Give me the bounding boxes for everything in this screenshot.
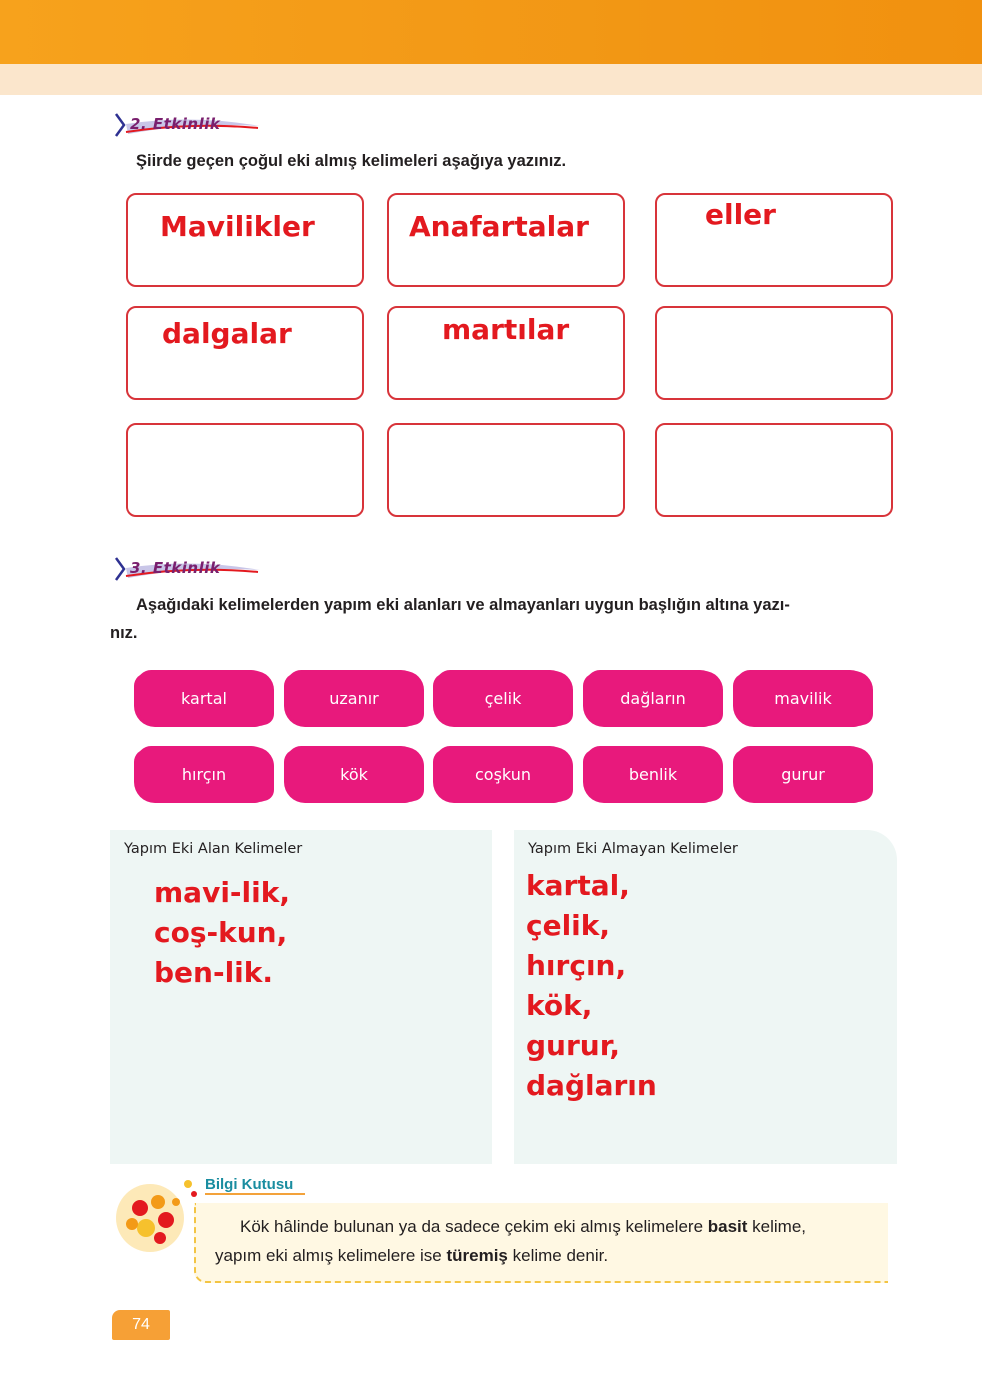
info-bulb-icon [112, 1172, 202, 1262]
derived-panel-title: Yapım Eki Alan Kelimeler [124, 841, 303, 857]
word-chip: kök [287, 746, 421, 802]
word-chip: benlik [586, 746, 720, 802]
handwritten-answer: Anafartalar [409, 210, 589, 243]
activity-3-label: 3. Etkinlik [130, 559, 221, 577]
handwritten-answer: martılar [442, 313, 570, 346]
word-chip: mavilik [736, 670, 870, 726]
info-line-1: Kök hâlinde bulunan ya da sadece çekim eki almış kelimelere basit kelime, [240, 1217, 807, 1236]
word-chip: gurur [736, 746, 870, 802]
word-chip: çelik [436, 670, 570, 726]
handwritten-answer: Mavilikler [160, 210, 315, 243]
simple-answers [526, 866, 657, 1106]
answer-box[interactable] [126, 423, 364, 517]
info-box-text [215, 1212, 885, 1270]
word-chip: uzanır [287, 670, 421, 726]
word-chip: coşkun [436, 746, 570, 802]
simple-panel-title: Yapım Eki Almayan Kelimeler [528, 841, 738, 857]
activity-2-tag [112, 112, 262, 138]
activity-3-instruction: Aşağıdaki kelimelerden yapım eki alanları ve almayanları uygun başlığın altına yazı- [136, 596, 790, 614]
info-line-2: yapım eki almış kelimelere ise türemiş kelime denir. [215, 1246, 609, 1265]
activity-3-instruction-cont: nız. [110, 624, 138, 642]
header-strip [0, 64, 982, 95]
handwritten-answer: dalgalar [162, 317, 292, 350]
header-band [0, 0, 982, 64]
handwritten-answer: coş-kun, [154, 916, 288, 949]
handwritten-answer: dağların [526, 1069, 657, 1102]
handwritten-answer: eller [705, 198, 776, 231]
derived-answers [154, 873, 290, 993]
handwritten-answer: kartal, [526, 869, 630, 902]
activity-2-instruction: Şiirde geçen çoğul eki almış kelimeleri aşağıya yazınız. [136, 152, 567, 170]
word-chip: hırçın [137, 746, 271, 802]
answer-box[interactable] [655, 306, 893, 400]
handwritten-answer: çelik, [526, 909, 611, 942]
info-box-title: Bilgi Kutusu [205, 1176, 305, 1195]
handwritten-answer: kök, [526, 989, 593, 1022]
word-chip: dağların [586, 670, 720, 726]
page-number: 74 [112, 1310, 170, 1340]
answer-box[interactable] [387, 423, 625, 517]
answer-box[interactable] [655, 423, 893, 517]
handwritten-answer: ben-lik. [154, 956, 274, 989]
handwritten-answer: mavi-lik, [154, 876, 290, 909]
activity-3-tag [112, 556, 262, 582]
word-chip: kartal [137, 670, 271, 726]
handwritten-answer: hırçın, [526, 949, 627, 982]
handwritten-answer: gurur, [526, 1029, 621, 1062]
activity-2-label: 2. Etkinlik [130, 115, 221, 133]
